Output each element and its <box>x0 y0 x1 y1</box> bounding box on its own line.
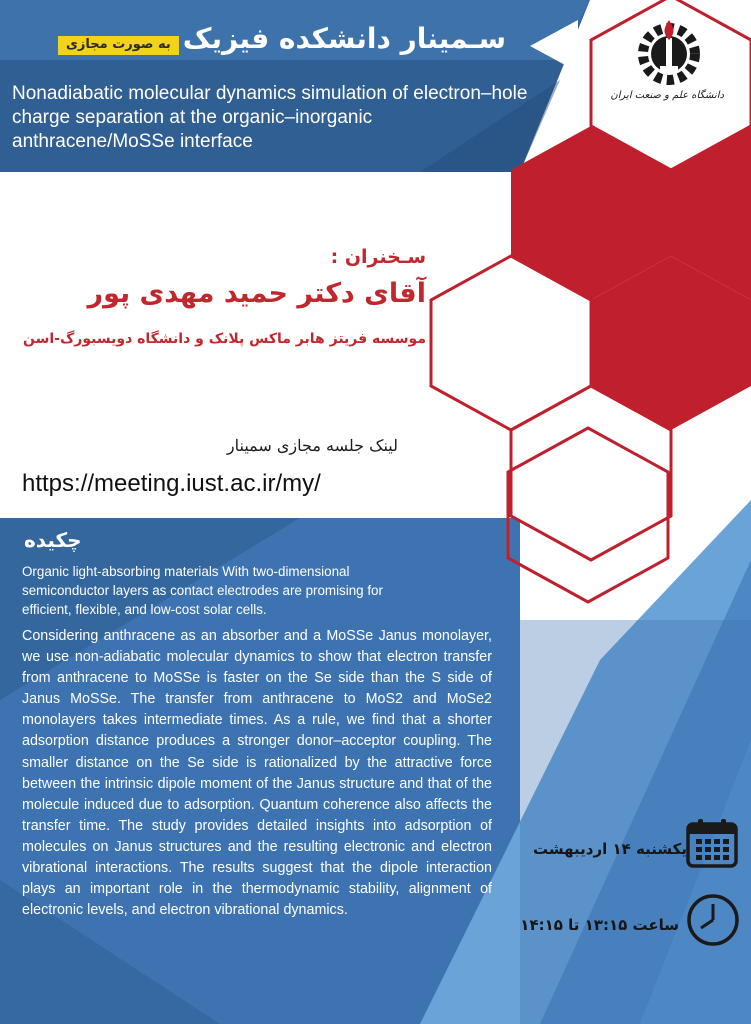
meeting-link-label: لینک جلسه مجازی سمینار <box>226 436 398 455</box>
seminar-date: یکشنبه ۱۴ اردیبهشت <box>533 840 687 858</box>
speaker-name: آقای دکتر حمید مهدی پور <box>87 278 426 309</box>
abstract-heading: چکیده <box>24 528 82 552</box>
calendar-icon <box>686 818 738 868</box>
seminar-time: ساعت ۱۳:۱۵ تا ۱۴:۱۵ <box>520 916 679 934</box>
university-logo <box>610 10 724 110</box>
logo-caption: دانشگاه علم و صنعت ایران <box>610 90 724 101</box>
meeting-link[interactable]: https://meeting.iust.ac.ir/my/ <box>22 470 321 497</box>
virtual-badge: به صورت مجازی <box>58 36 179 55</box>
speaker-label: سـخنران : <box>330 246 426 268</box>
speaker-affiliation: موسسه فریتز هابر ماکس پلانک و دانشگاه دویسبورگ-اسن <box>23 331 426 347</box>
talk-title: Nonadiabatic molecular dynamics simulation of electron–hole charge separation at the organic–inorganic anthracene/MoSSe interface <box>12 83 528 152</box>
abstract-body: Considering anthracene as an absorber and a MoSSe Janus monolayer, we use non-adiabatic molecular dynamics to show that electron transfer from anthracene to MoSSe is faster on the Se side than the S side of Janus MoSSe. The transfer from anthracene to MoS2 and MoSe2 monolayers takes intermediate times. As a rule, we find that a shorter adsorption distance produces a stronger donor–acceptor coupling. The smaller distance on the Se side is rationalized by the attractive force between the intrinsic dipole moment of the Janus structure and that of the molecule induced due to adsorption. Quantum coherence also affects the transfer time. The study provides detailed insights into adsorption of molecules on Janus structures and the resulting electronic and electron vibrational interactions. The results suggest that the dipole interaction plays an important role in the thermodynamic stability, alignment of electronic levels, and electron vibrational dynamics. <box>22 628 492 919</box>
seminar-title: سـمینار دانشکده فیزیک <box>182 22 506 55</box>
abstract-summary: Organic light-absorbing materials With two-dimensional semiconductor layers as contact electrodes are promising for efficient, flexible, and low-cost solar cells. <box>22 564 383 617</box>
clock-icon <box>686 893 740 947</box>
